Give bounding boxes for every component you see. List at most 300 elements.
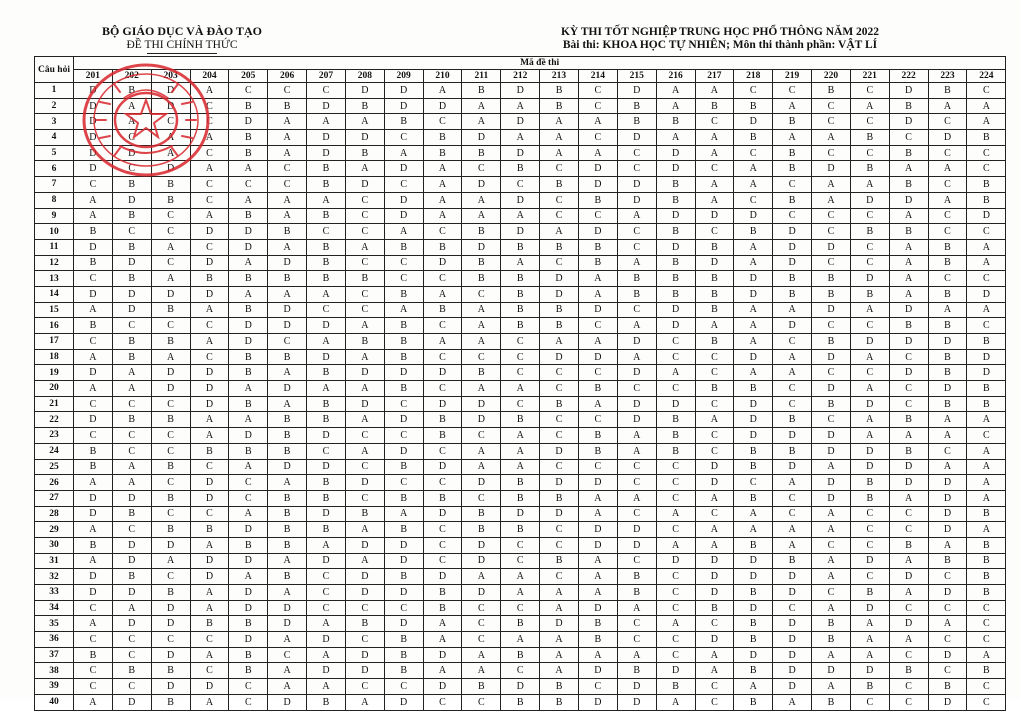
answer-cell: C xyxy=(190,239,229,255)
answer-cell: A xyxy=(501,208,540,224)
answer-cell: D xyxy=(345,83,384,99)
answer-cell: B xyxy=(462,271,501,287)
answer-cell: D xyxy=(229,334,268,350)
answer-cell: B xyxy=(462,679,501,695)
answer-cell: A xyxy=(74,349,113,365)
answer-cell: C xyxy=(734,145,773,161)
answer-cell: A xyxy=(578,569,617,585)
answer-cell: C xyxy=(928,177,967,193)
answer-cell: B xyxy=(423,490,462,506)
answer-cell: D xyxy=(462,475,501,491)
answer-cell: A xyxy=(656,616,695,632)
exam-code-209: 209 xyxy=(384,70,423,83)
exam-code-208: 208 xyxy=(345,70,384,83)
answer-cell: D xyxy=(501,192,540,208)
answer-cell: B xyxy=(462,224,501,240)
answer-cell: B xyxy=(734,537,773,553)
answer-cell: C xyxy=(889,349,928,365)
answer-cell: D xyxy=(74,83,113,99)
answer-cell: C xyxy=(501,334,540,350)
answer-cell: B xyxy=(423,145,462,161)
answer-cell: C xyxy=(812,208,851,224)
answer-cell: B xyxy=(617,286,656,302)
answer-cell: D xyxy=(695,632,734,648)
answer-cell: D xyxy=(423,506,462,522)
answer-cell: A xyxy=(734,334,773,350)
answer-cell: C xyxy=(307,224,346,240)
answer-cell: A xyxy=(695,177,734,193)
answer-cell: B xyxy=(540,302,579,318)
answer-cell: D xyxy=(307,553,346,569)
answer-cell: D xyxy=(967,286,1006,302)
answer-cell: C xyxy=(151,114,190,130)
answer-cell: C xyxy=(384,271,423,287)
answer-cell: C xyxy=(462,349,501,365)
answer-cell: C xyxy=(540,569,579,585)
answer-cell: A xyxy=(928,412,967,428)
answer-cell: D xyxy=(617,192,656,208)
answer-cell: D xyxy=(74,585,113,601)
answer-cell: D xyxy=(384,161,423,177)
answer-cell: D xyxy=(850,600,889,616)
answer-cell: B xyxy=(773,412,812,428)
answer-cell: C xyxy=(540,365,579,381)
answer-cell: A xyxy=(151,145,190,161)
answer-cell: D xyxy=(229,224,268,240)
answer-cell: B xyxy=(656,255,695,271)
answer-cell: C xyxy=(190,506,229,522)
answer-cell: B xyxy=(384,647,423,663)
answer-cell: A xyxy=(578,553,617,569)
answer-cell: B xyxy=(850,130,889,146)
answer-cell: B xyxy=(578,632,617,648)
answer-cell: A xyxy=(345,553,384,569)
answer-cell: D xyxy=(773,255,812,271)
answer-cell: B xyxy=(112,334,151,350)
answer-cell: C xyxy=(74,177,113,193)
answer-cell: A xyxy=(928,98,967,114)
answer-cell: B xyxy=(151,490,190,506)
answer-cell: C xyxy=(850,694,889,710)
answer-cell: C xyxy=(734,83,773,99)
answer-cell: C xyxy=(773,600,812,616)
answer-cell: D xyxy=(74,286,113,302)
answer-cell: D xyxy=(74,145,113,161)
answer-cell: A xyxy=(773,98,812,114)
answer-cell: C xyxy=(112,224,151,240)
answer-cell: D xyxy=(423,98,462,114)
answer-cell: D xyxy=(889,83,928,99)
table-row xyxy=(35,255,1006,271)
answer-cell: D xyxy=(151,647,190,663)
exam-code-header: Mã đề thi xyxy=(74,57,1006,70)
answer-cell: A xyxy=(229,381,268,397)
answer-cell: B xyxy=(695,239,734,255)
answer-cell: A xyxy=(190,334,229,350)
answer-cell: C xyxy=(656,334,695,350)
answer-cell: A xyxy=(268,663,307,679)
table-row xyxy=(35,585,1006,601)
answer-cell: A xyxy=(384,506,423,522)
answer-cell: D xyxy=(151,537,190,553)
answer-cell: C xyxy=(656,381,695,397)
answer-cell: D xyxy=(190,381,229,397)
exam-code-203: 203 xyxy=(151,70,190,83)
answer-cell: D xyxy=(190,396,229,412)
answer-cell: D xyxy=(384,537,423,553)
question-number: 22 xyxy=(35,412,74,428)
answer-cell: A xyxy=(889,255,928,271)
answer-cell: D xyxy=(112,302,151,318)
answer-cell: D xyxy=(773,239,812,255)
answer-cell: C xyxy=(190,459,229,475)
answer-cell: C xyxy=(812,98,851,114)
answer-cell: C xyxy=(112,522,151,538)
answer-cell: D xyxy=(423,679,462,695)
answer-cell: A xyxy=(889,428,928,444)
answer-cell: C xyxy=(928,663,967,679)
answer-cell: C xyxy=(345,192,384,208)
answer-cell: B xyxy=(695,286,734,302)
answer-cell: B xyxy=(540,396,579,412)
table-row xyxy=(35,177,1006,193)
answer-cell: B xyxy=(967,334,1006,350)
answer-cell: A xyxy=(889,286,928,302)
answer-cell: B xyxy=(112,177,151,193)
answer-cell: C xyxy=(345,286,384,302)
answer-cell: A xyxy=(812,522,851,538)
answer-cell: A xyxy=(307,647,346,663)
header-underline xyxy=(147,53,217,54)
answer-cell: A xyxy=(345,381,384,397)
answer-cell: A xyxy=(889,161,928,177)
answer-cell: D xyxy=(967,365,1006,381)
answer-cell: D xyxy=(384,585,423,601)
answer-cell: B xyxy=(928,318,967,334)
answer-cell: C xyxy=(307,83,346,99)
exam-status: ĐỀ THI CHÍNH THỨC xyxy=(126,39,238,51)
answer-cell: B xyxy=(578,239,617,255)
answer-cell: C xyxy=(695,396,734,412)
answer-cell: A xyxy=(190,600,229,616)
answer-cell: C xyxy=(695,443,734,459)
answer-cell: C xyxy=(928,145,967,161)
question-column-header: Câu hỏi xyxy=(35,57,74,83)
answer-cell: B xyxy=(773,286,812,302)
answer-cell: B xyxy=(151,694,190,710)
answer-cell: B xyxy=(190,443,229,459)
question-number: 28 xyxy=(35,506,74,522)
exam-code-217: 217 xyxy=(695,70,734,83)
answer-cell: D xyxy=(229,553,268,569)
answer-cell: D xyxy=(345,130,384,146)
answer-cell: A xyxy=(190,647,229,663)
answer-cell: C xyxy=(74,334,113,350)
answer-cell: A xyxy=(423,161,462,177)
answer-cell: B xyxy=(617,98,656,114)
answer-cell: B xyxy=(501,522,540,538)
answer-cell: D xyxy=(462,412,501,428)
answer-cell: C xyxy=(695,114,734,130)
table-row xyxy=(35,192,1006,208)
answer-cell: A xyxy=(151,130,190,146)
answer-cell: B xyxy=(695,302,734,318)
answer-cell: D xyxy=(656,663,695,679)
answer-cell: C xyxy=(578,459,617,475)
question-number: 2 xyxy=(35,98,74,114)
answer-cell: D xyxy=(462,239,501,255)
answer-cell: D xyxy=(268,616,307,632)
answer-cell: A xyxy=(928,616,967,632)
question-number: 19 xyxy=(35,365,74,381)
answer-cell: C xyxy=(268,161,307,177)
answer-cell: C xyxy=(656,349,695,365)
answer-cell: D xyxy=(540,616,579,632)
answer-cell: C xyxy=(889,381,928,397)
answer-cell: A xyxy=(889,239,928,255)
answer-cell: D xyxy=(307,632,346,648)
answer-cell: C xyxy=(850,239,889,255)
answer-cell: B xyxy=(112,208,151,224)
answer-cell: B xyxy=(967,537,1006,553)
answer-cell: C xyxy=(307,585,346,601)
exam-code-202: 202 xyxy=(112,70,151,83)
answer-cell: D xyxy=(617,365,656,381)
answer-cell: C xyxy=(151,443,190,459)
answer-cell: A xyxy=(540,632,579,648)
answer-cell: C xyxy=(501,349,540,365)
answer-cell: D xyxy=(734,553,773,569)
answer-cell: A xyxy=(617,208,656,224)
answer-cell: B xyxy=(812,694,851,710)
answer-cell: B xyxy=(268,271,307,287)
answer-cell: C xyxy=(462,161,501,177)
answer-cell: D xyxy=(928,381,967,397)
answer-cell: C xyxy=(345,208,384,224)
answer-cell: C xyxy=(74,271,113,287)
answer-cell: D xyxy=(734,208,773,224)
answer-cell: C xyxy=(423,349,462,365)
answer-cell: D xyxy=(501,224,540,240)
answer-cell: A xyxy=(74,381,113,397)
answer-cell: A xyxy=(850,177,889,193)
answer-cell: C xyxy=(540,537,579,553)
answer-cell: B xyxy=(540,679,579,695)
answer-cell: C xyxy=(540,412,579,428)
answer-cell: D xyxy=(578,224,617,240)
answer-cell: B xyxy=(462,506,501,522)
answer-cell: C xyxy=(501,600,540,616)
answer-cell: D xyxy=(617,537,656,553)
answer-cell: A xyxy=(229,161,268,177)
answer-cell: A xyxy=(540,334,579,350)
answer-cell: C xyxy=(229,490,268,506)
answer-cell: D xyxy=(773,569,812,585)
answer-cell: B xyxy=(812,334,851,350)
answer-cell: B xyxy=(462,365,501,381)
answer-cell: B xyxy=(112,239,151,255)
answer-cell: D xyxy=(812,428,851,444)
answer-cell: C xyxy=(928,208,967,224)
answer-cell: B xyxy=(229,302,268,318)
answer-cell: D xyxy=(928,694,967,710)
answer-cell: D xyxy=(889,334,928,350)
answer-cell: C xyxy=(773,334,812,350)
answer-cell: C xyxy=(229,679,268,695)
answer-cell: C xyxy=(423,224,462,240)
answer-cell: A xyxy=(229,412,268,428)
answer-cell: D xyxy=(345,475,384,491)
answer-cell: B xyxy=(268,490,307,506)
answer-cell: D xyxy=(151,83,190,99)
answer-cell: A xyxy=(462,192,501,208)
answer-cell: A xyxy=(967,459,1006,475)
answer-cell: A xyxy=(345,239,384,255)
answer-cell: A xyxy=(501,381,540,397)
answer-cell: D xyxy=(307,145,346,161)
table-row xyxy=(35,490,1006,506)
answer-cell: B xyxy=(967,396,1006,412)
answer-cell: D xyxy=(773,428,812,444)
answer-cell: A xyxy=(578,271,617,287)
answer-cell: C xyxy=(656,569,695,585)
answer-cell: B xyxy=(889,145,928,161)
answer-cell: C xyxy=(967,224,1006,240)
question-number: 3 xyxy=(35,114,74,130)
answer-cell: B xyxy=(151,177,190,193)
answer-cell: C xyxy=(345,302,384,318)
answer-cell: D xyxy=(190,569,229,585)
answer-cell: D xyxy=(112,255,151,271)
answer-cell: A xyxy=(462,334,501,350)
answer-cell: B xyxy=(229,396,268,412)
answer-cell: C xyxy=(423,381,462,397)
answer-cell: C xyxy=(889,506,928,522)
answer-cell: C xyxy=(384,428,423,444)
answer-cell: C xyxy=(74,663,113,679)
answer-cell: D xyxy=(967,349,1006,365)
answer-cell: C xyxy=(112,443,151,459)
answer-cell: C xyxy=(812,255,851,271)
answer-cell: D xyxy=(268,302,307,318)
question-number: 7 xyxy=(35,177,74,193)
answer-cell: D xyxy=(268,459,307,475)
answer-cell: B xyxy=(190,271,229,287)
answer-cell: B xyxy=(384,663,423,679)
answer-cell: A xyxy=(540,114,579,130)
answer-cell: D xyxy=(74,569,113,585)
answer-cell: B xyxy=(889,663,928,679)
answer-cell: C xyxy=(384,130,423,146)
exam-code-224: 224 xyxy=(967,70,1006,83)
answer-cell: D xyxy=(151,161,190,177)
answer-cell: D xyxy=(617,177,656,193)
answer-cell: A xyxy=(268,208,307,224)
answer-cell: B xyxy=(928,679,967,695)
exam-code-215: 215 xyxy=(617,70,656,83)
answer-cell: D xyxy=(734,271,773,287)
answer-cell: B xyxy=(656,286,695,302)
table-row xyxy=(35,381,1006,397)
answer-cell: B xyxy=(773,271,812,287)
answer-cell: A xyxy=(307,114,346,130)
answer-cell: C xyxy=(74,679,113,695)
question-number: 21 xyxy=(35,396,74,412)
answer-cell: B xyxy=(384,349,423,365)
answer-cell: B xyxy=(540,318,579,334)
answer-cell: D xyxy=(617,396,656,412)
answer-cell: D xyxy=(617,694,656,710)
answer-cell: C xyxy=(850,255,889,271)
answer-cell: A xyxy=(617,600,656,616)
answer-cell: D xyxy=(773,318,812,334)
table-row xyxy=(35,428,1006,444)
answer-cell: C xyxy=(540,255,579,271)
answer-cell: C xyxy=(74,428,113,444)
table-row xyxy=(35,286,1006,302)
exam-code-206: 206 xyxy=(268,70,307,83)
question-number: 12 xyxy=(35,255,74,271)
table-row xyxy=(35,161,1006,177)
answer-cell: B xyxy=(307,694,346,710)
answer-cell: C xyxy=(423,318,462,334)
answer-cell: A xyxy=(229,255,268,271)
answer-cell: D xyxy=(229,114,268,130)
answer-cell: B xyxy=(734,585,773,601)
answer-cell: C xyxy=(307,569,346,585)
answer-cell: C xyxy=(501,396,540,412)
answer-cell: D xyxy=(462,130,501,146)
answer-cell: C xyxy=(384,396,423,412)
table-row xyxy=(35,224,1006,240)
answer-cell: D xyxy=(928,647,967,663)
answer-cell: B xyxy=(423,600,462,616)
answer-cell: A xyxy=(928,302,967,318)
answer-cell: B xyxy=(268,506,307,522)
answer-cell: B xyxy=(501,239,540,255)
answer-cell: C xyxy=(889,647,928,663)
answer-cell: D xyxy=(307,459,346,475)
exam-code-216: 216 xyxy=(656,70,695,83)
answer-cell: A xyxy=(307,192,346,208)
answer-cell: C xyxy=(850,114,889,130)
answer-cell: D xyxy=(423,396,462,412)
exam-title: KỲ THI TỐT NGHIỆP TRUNG HỌC PHỔ THÔNG NĂM 2022 xyxy=(560,26,880,38)
answer-cell: A xyxy=(695,130,734,146)
answer-cell: D xyxy=(151,98,190,114)
answer-cell: C xyxy=(501,537,540,553)
answer-cell: C xyxy=(151,208,190,224)
answer-cell: A xyxy=(967,443,1006,459)
answer-cell: C xyxy=(617,302,656,318)
answer-cell: B xyxy=(967,569,1006,585)
question-number: 40 xyxy=(35,694,74,710)
answer-cell: A xyxy=(734,302,773,318)
answer-cell: A xyxy=(928,428,967,444)
answer-cell: D xyxy=(773,663,812,679)
answer-cell: D xyxy=(578,537,617,553)
answer-cell: C xyxy=(734,192,773,208)
answer-cell: B xyxy=(695,600,734,616)
table-row xyxy=(35,632,1006,648)
answer-cell: A xyxy=(268,679,307,695)
answer-cell: D xyxy=(889,192,928,208)
answer-cell: C xyxy=(967,632,1006,648)
answer-cell: D xyxy=(74,114,113,130)
answer-cell: A xyxy=(812,569,851,585)
question-number: 23 xyxy=(35,428,74,444)
answer-cell: D xyxy=(501,145,540,161)
